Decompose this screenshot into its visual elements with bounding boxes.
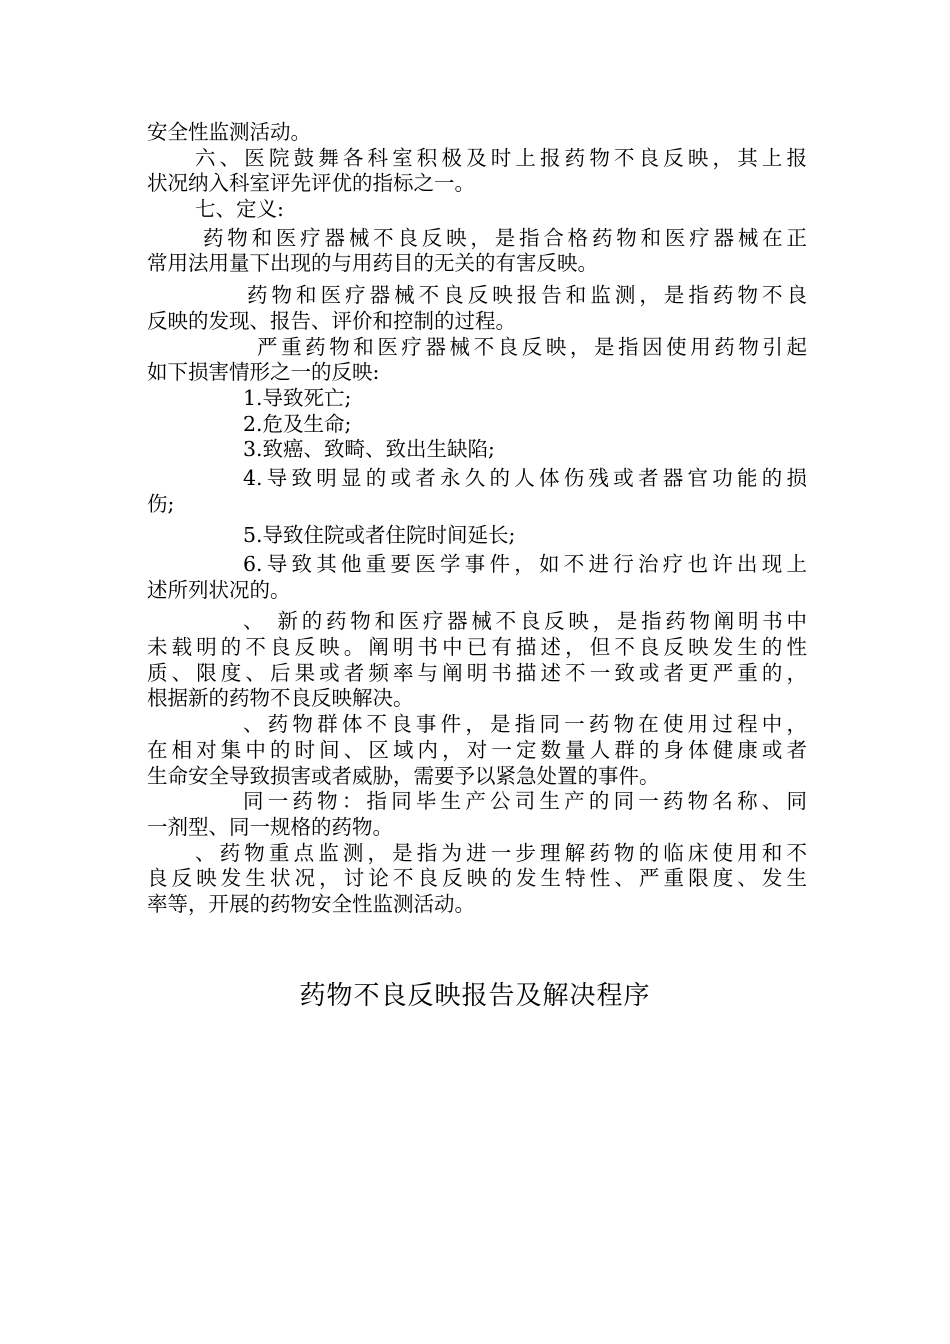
text-line: 、 新的药物和医疗器械不良反映，是指药物阐明书中: [243, 609, 807, 634]
text-line: 生命安全导致损害或者威胁，需要予以紧急处置的事件。: [147, 763, 660, 788]
text-line: 良反映发生状况，讨论不良反映的发生特性、严重限度、发生: [147, 866, 807, 891]
section-title: 药物不良反映报告及解决程序: [299, 981, 651, 1011]
list-item: 4.导致明显的或者永久的人体伤残或者器官功能的损: [243, 465, 807, 490]
text-line: 根据新的药物不良反映解决。: [147, 686, 414, 711]
text-line: 安全性监测活动。: [147, 120, 311, 144]
list-item: 3.致癌、致畸、致出生缺陷;: [243, 437, 495, 462]
text-line: 质、限度、后果或者频率与阐明书描述不一致或者更严重的，: [147, 660, 807, 685]
text-line: 伤;: [147, 491, 175, 516]
text-line: 率等，开展的药物安全性监测活动。: [147, 891, 475, 916]
text-line: 严重药物和医疗器械不良反映，是指因使用药物引起: [257, 334, 807, 359]
text-line: 如下损害情形之一的反映:: [147, 360, 380, 385]
text-line: 述所列状况的。: [147, 577, 291, 602]
body-text: [147, 120, 807, 918]
text-line: 、药物群体不良事件，是指同一药物在使用过程中，: [243, 712, 807, 737]
text-line: 六、医院鼓舞各科室积极及时上报药物不良反映，其上报: [195, 145, 807, 170]
list-item: 2.危及生命;: [243, 411, 352, 436]
list-item: 1.导致死亡;: [243, 385, 352, 410]
text-line: 七、定义:: [195, 197, 284, 222]
text-line: 反映的发现、报告、评价和控制的过程。: [147, 308, 516, 333]
text-line: 同一药物：指同毕生产公司生产的同一药物名称、同: [243, 789, 807, 814]
text-line: 未载明的不良反映。阐明书中已有描述，但不良反映发生的性: [147, 635, 807, 660]
text-line: 状况纳入科室评先评优的指标之一。: [147, 171, 475, 196]
text-line: 常用法用量下出现的与用药目的无关的有害反映。: [147, 251, 598, 276]
list-item: 6.导致其他重要医学事件，如不进行治疗也许出现上: [243, 552, 807, 576]
text-line: 在相对集中的时间、区域内，对一定数量人群的身体健康或者: [147, 737, 807, 762]
list-item: 5.导致住院或者住院时间延长;: [243, 523, 516, 548]
text-line: 药物和医疗器械不良反映，是指合格药物和医疗器械在正: [203, 225, 807, 250]
text-line: 一剂型、同一规格的药物。: [147, 814, 393, 839]
text-line: 、药物重点监测，是指为进一步理解药物的临床使用和不: [195, 840, 807, 865]
text-line: 药物和医疗器械不良反映报告和监测，是指药物不良: [247, 283, 807, 308]
